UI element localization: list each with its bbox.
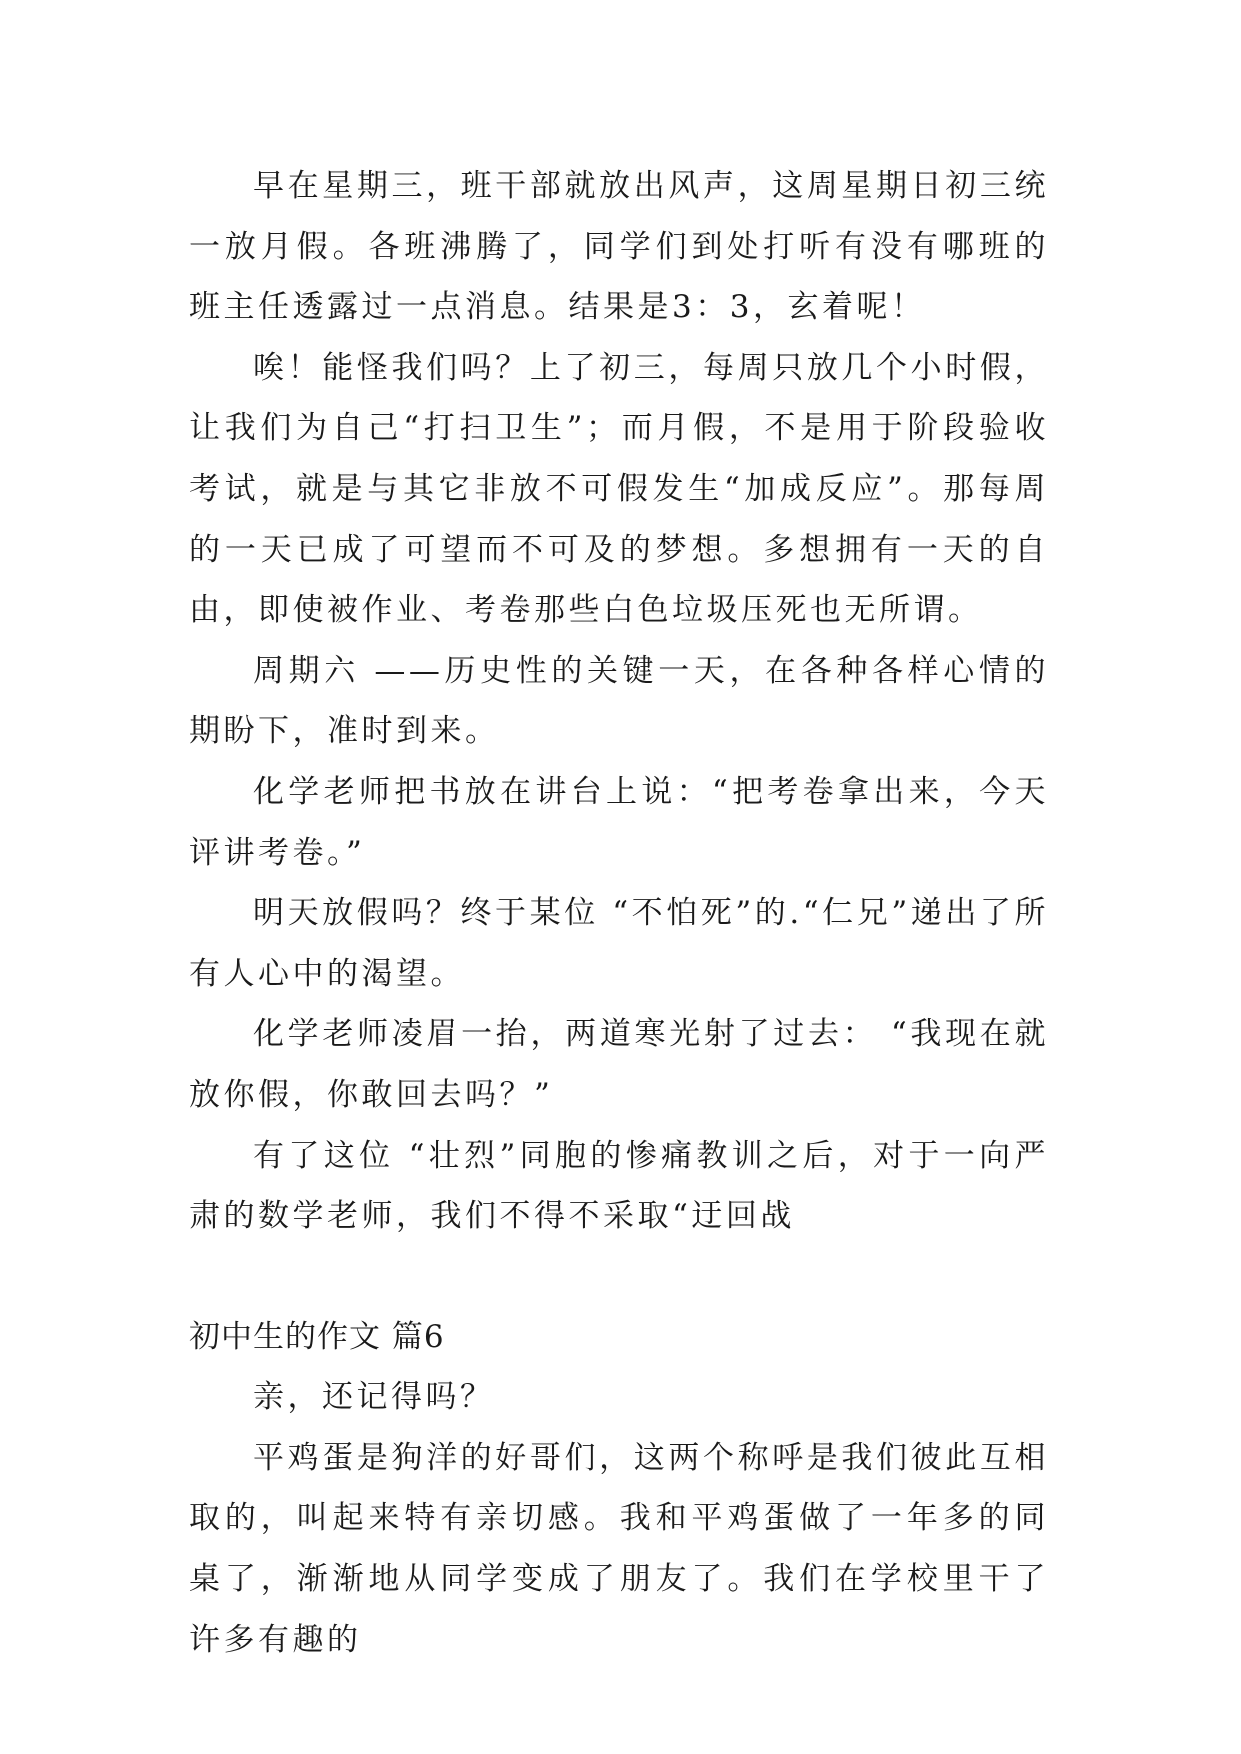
paragraph: 亲，还记得吗？ xyxy=(253,1379,495,1416)
paragraph: 明天放假吗？终于某位 “不怕死”的.“仁兄”递出了所有人心中的渴望。 xyxy=(189,895,1049,992)
section-heading: 初中生的作文 篇6 xyxy=(189,1318,445,1355)
paragraph: 平鸡蛋是狗洋的好哥们，这两个称呼是我们彼此互相取的，叫起来特有亲切感。我和平鸡蛋做了一年多的同桌了，渐渐地从同学变成了朋友了。我们在学校里干了许多有趣的 xyxy=(189,1439,1049,1658)
document-body xyxy=(189,156,1049,1670)
paragraph: 有了这位 “壮烈”同胞的惨痛教训之后，对于一向严肃的数学老师，我们不得不采取“迂回战 xyxy=(189,1137,1049,1235)
paragraph: 化学老师凌眉一抬，两道寒光射了过去： “我现在就放你假，你敢回去吗？” xyxy=(189,1016,1049,1113)
paragraph: 早在星期三，班干部就放出风声，这周星期日初三统一放月假。各班沸腾了，同学们到处打听有没有哪班的班主任透露过一点消息。结果是3：3，玄着呢！ xyxy=(189,168,1049,326)
paragraph: 唉！能怪我们吗？上了初三，每周只放几个小时假，让我们为自己“打扫卫生”；而月假，不是用于阶段验收考试，就是与其它非放不可假发生“加成反应”。那每周的一天已成了可望而不可及的梦想。多想拥有一天的自由，即使被作业、考卷那些白色垃圾压死也无所谓。 xyxy=(189,349,1049,629)
paragraph: 周期六 ——历史性的关键一天，在各种各样心情的期盼下，准时到来。 xyxy=(189,652,1049,750)
paragraph: 化学老师把书放在讲台上说：“把考卷拿出来，今天评讲考卷。” xyxy=(189,773,1049,871)
